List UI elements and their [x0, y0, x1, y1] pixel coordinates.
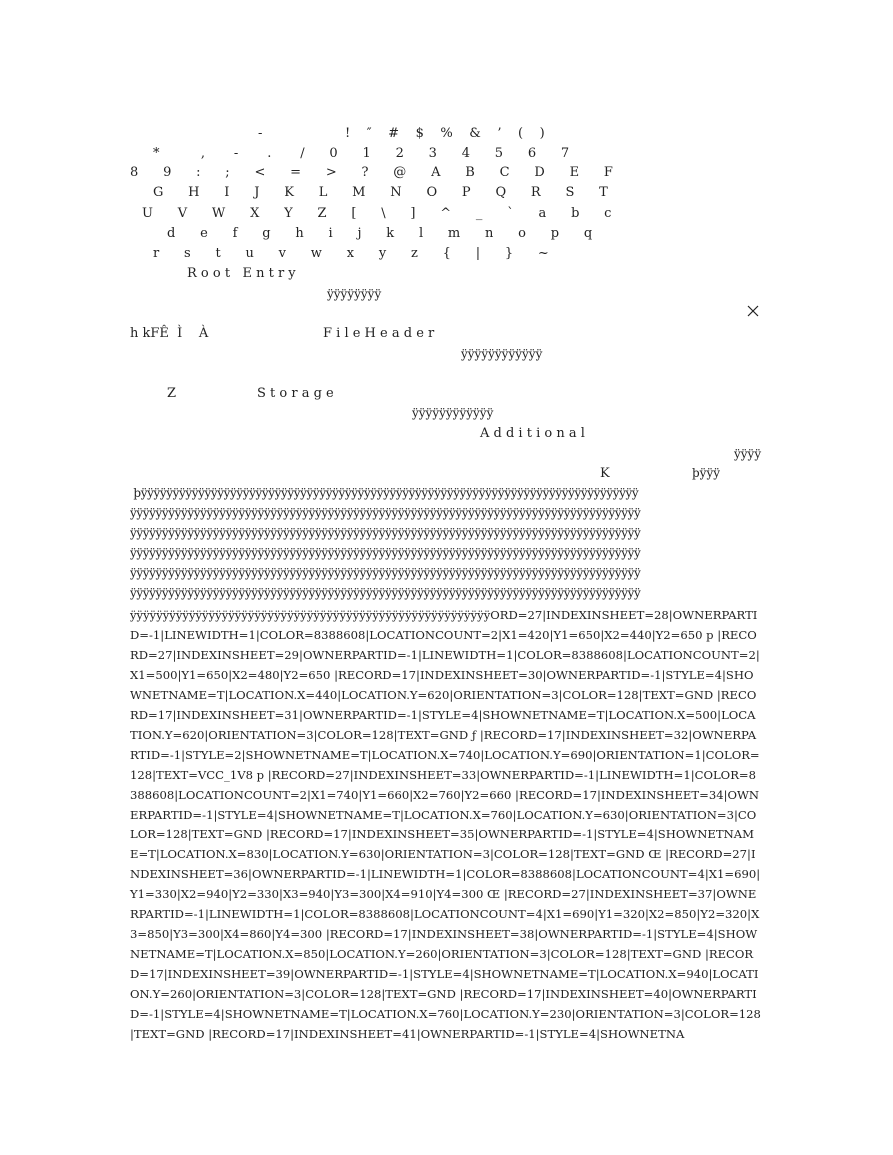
charset-row: G H I J K L M N O P Q R S T: [153, 185, 608, 200]
fill-row: ÿÿÿÿÿÿÿÿÿÿÿÿÿÿÿÿÿÿÿÿÿÿÿÿÿÿÿÿÿÿÿÿÿÿÿÿÿÿÿÿÿÿÿÿÿÿÿÿÿÿÿÿÿÿÿÿÿÿÿÿÿÿÿÿÿÿÿÿÿÿÿÿÿÿÿÿÿÿÿÿ: [130, 546, 641, 560]
fill-row: ÿÿÿÿÿÿÿÿÿÿÿÿÿÿÿÿÿÿÿÿÿÿÿÿÿÿÿÿÿÿÿÿÿÿÿÿÿÿÿÿÿÿÿÿÿÿÿÿÿÿÿÿÿÿÿÿÿÿÿÿÿÿÿÿÿÿÿÿÿÿÿÿÿÿÿÿÿÿÿÿ: [130, 586, 641, 600]
charset-row: * , - . / 0 1 2 3 4 5 6 7: [153, 146, 570, 161]
y-run: ÿÿÿÿÿÿÿÿÿÿÿÿ: [412, 406, 494, 420]
storage-label: S t o r a g e: [257, 386, 334, 401]
charset-row: - ! ″ # $ % & ’ ( ): [258, 126, 545, 141]
y-run: ÿÿÿÿÿÿÿÿ: [327, 287, 382, 301]
fill-row: ÿÿÿÿÿÿÿÿÿÿÿÿÿÿÿÿÿÿÿÿÿÿÿÿÿÿÿÿÿÿÿÿÿÿÿÿÿÿÿÿÿÿÿÿÿÿÿÿÿÿÿÿÿÿÿÿÿÿÿÿÿÿÿÿÿÿÿÿÿÿÿÿÿÿÿÿÿÿÿÿ: [130, 526, 641, 540]
root-entry-label: R o o t E n t r y: [187, 266, 296, 281]
fill-row: þÿÿÿÿÿÿÿÿÿÿÿÿÿÿÿÿÿÿÿÿÿÿÿÿÿÿÿÿÿÿÿÿÿÿÿÿÿÿÿÿÿÿÿÿÿÿÿÿÿÿÿÿÿÿÿÿÿÿÿÿÿÿÿÿÿÿÿÿÿÿÿÿÿÿÿÿÿÿ: [130, 486, 639, 500]
charset-row: d e f g h i j k l m n o p q: [167, 226, 593, 241]
charset-row: U V W X Y Z [ \ ] ^ _ ` a b c: [142, 206, 612, 221]
file-header-label: F i l e H e a d e r: [323, 326, 435, 341]
file-header-prefix: h kFÊ Ì À: [130, 326, 209, 341]
y-run: ÿÿÿÿ: [734, 447, 762, 461]
storage-prefix: Z: [167, 386, 177, 401]
thorn-run: þÿÿÿ: [692, 466, 721, 480]
k-marker: K: [600, 466, 610, 481]
additional-label: A d d i t i o n a l: [480, 426, 585, 441]
charset-row: 8 9 : ; < = > ? @ A B C D E F: [130, 165, 613, 180]
record-text-block: ÿÿÿÿÿÿÿÿÿÿÿÿÿÿÿÿÿÿÿÿÿÿÿÿÿÿÿÿÿÿÿÿÿÿÿÿÿÿÿÿÿÿÿÿÿÿÿÿÿÿÿÿÿÿÿORD=27|INDEXINSHEET=28|OWNERPARTID=-1|LINEWIDTH=1|COLOR=8388608|LOCATIONCOUNT=2|X1=420|Y1=650|X2=440|Y2=650 p |RECORD=27|INDEXINSHEET=29|OWNERPARTID=-1|LINEWIDTH=1|COLOR=8388608|LOCATIONCOUNT=2|X1=500|Y1=650|X2=480|Y2=650 |RECORD=17|INDEXINSHEET=30|OWNERPARTID=-1|STYLE=4|SHOWNETNAME=T|LOCATION.X=440|LOCATION.Y=620|ORIENTATION=3|COLOR=128|TEXT=GND |RECORD=17|INDEXINSHEET=31|OWNERPARTID=-1|STYLE=4|SHOWNETNAME=T|LOCATION.X=500|LOCATION.Y=620|ORIENTATION=3|COLOR=128|TEXT=GND ƒ |RECORD=17|INDEXINSHEET=32|OWNERPARTID=-1|STYLE=2|SHOWNETNAME=T|LOCATION.X=740|LOCATION.Y=690|ORIENTATION=1|COLOR=128|TEXT=VCC_1V8 p |RECORD=27|INDEXINSHEET=33|OWNERPARTID=-1|LINEWIDTH=1|COLOR=8388608|LOCATIONCOUNT=2|X1=740|Y1=660|X2=760|Y2=660 |RECORD=17|INDEXINSHEET=34|OWNERPARTID=-1|STYLE=4|SHOWNETNAME=T|LOCATION.X=760|LOCATION.Y=630|ORIENTATION=3|COLOR=128|TEXT=GND |RECORD=17|INDEXINSHEET=35|OWNERPARTID=-1|STYLE=4|SHOWNETNAME=T|LOCATION.X=830|LOCATION.Y=630|ORIENTATION=3|COLOR=128|TEXT=GND Œ |RECORD=27|INDEXINSHEET=36|OWNERPARTID=-1|LINEWIDTH=1|COLOR=8388608|LOCATIONCOUNT=4|X1=690|Y1=330|X2=940|Y2=330|X3=940|Y3=300|X4=910|Y4=300 Œ |RECORD=27|INDEXINSHEET=37|OWNERPARTID=-1|LINEWIDTH=1|COLOR=8388608|LOCATIONCOUNT=4|X1=690|Y1=320|X2=850|Y2=320|X3=850|Y3=300|X4=860|Y4=300 |RECORD=17|INDEXINSHEET=38|OWNERPARTID=-1|STYLE=4|SHOWNETNAME=T|LOCATION.X=850|LOCATION.Y=260|ORIENTATION=3|COLOR=128|TEXT=GND |RECORD=17|INDEXINSHEET=39|OWNERPARTID=-1|STYLE=4|SHOWNETNAME=T|LOCATION.X=940|LOCATION.Y=260|ORIENTATION=3|COLOR=128|TEXT=GND |RECORD=17|INDEXINSHEET=40|OWNERPARTID=-1|STYLE=4|SHOWNETNAME=T|LOCATION.X=760|LOCATION.Y=230|ORIENTATION=3|COLOR=128|TEXT=GND |RECORD=17|INDEXINSHEET=41|OWNERPARTID=-1|STYLE=4|SHOWNETNA: [130, 608, 761, 1042]
fill-row: ÿÿÿÿÿÿÿÿÿÿÿÿÿÿÿÿÿÿÿÿÿÿÿÿÿÿÿÿÿÿÿÿÿÿÿÿÿÿÿÿÿÿÿÿÿÿÿÿÿÿÿÿÿÿÿÿÿÿÿÿÿÿÿÿÿÿÿÿÿÿÿÿÿÿÿÿÿÿÿÿ: [130, 566, 641, 580]
charset-row: r s t u v w x y z { | } ~: [153, 246, 549, 261]
fill-row: ÿÿÿÿÿÿÿÿÿÿÿÿÿÿÿÿÿÿÿÿÿÿÿÿÿÿÿÿÿÿÿÿÿÿÿÿÿÿÿÿÿÿÿÿÿÿÿÿÿÿÿÿÿÿÿÿÿÿÿÿÿÿÿÿÿÿÿÿÿÿÿÿÿÿÿÿÿÿÿÿ: [130, 506, 641, 520]
y-run: ÿÿÿÿÿÿÿÿÿÿÿÿ: [461, 347, 543, 361]
close-icon: [745, 303, 761, 319]
